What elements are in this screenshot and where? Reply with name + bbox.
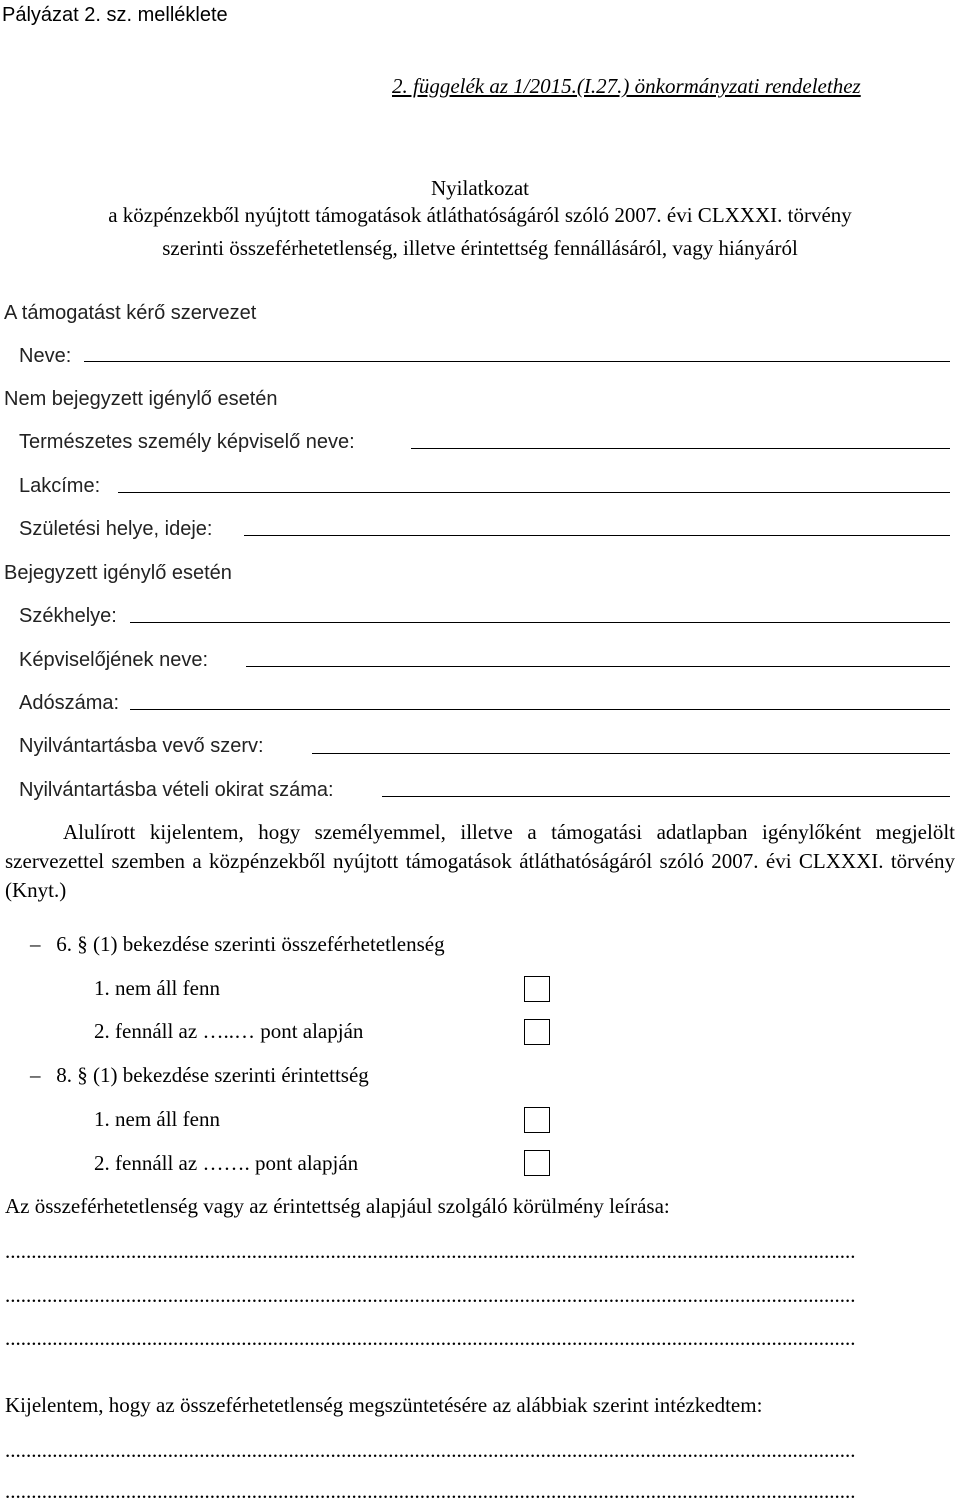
- remedy-statement-label: Kijelentem, hogy az összeférhetetlenség megszüntetésére az alábbiak szerint intézkedtem:: [5, 1393, 763, 1417]
- dash-bullet: –: [30, 1063, 57, 1087]
- section-registered-heading: Bejegyzett igénylő esetén: [4, 562, 232, 584]
- document-subtitle-line1: a közpénzekből nyújtott támogatások átláthatóságáról szóló 2007. évi CLXXXI. törvény: [108, 203, 852, 227]
- seat-field[interactable]: [130, 622, 950, 623]
- section-incompatibility-title: 6. § (1) bekezdése szerinti összeférhetetlenség: [56, 932, 445, 956]
- incompatibility-option-1-label: 1. nem áll fenn: [94, 976, 220, 1000]
- declaration-paragraph: [5, 818, 955, 905]
- involvement-option-1-label: 1. nem áll fenn: [94, 1107, 220, 1131]
- registry-document-label: Nyilvántartásba vételi okirat száma:: [19, 779, 334, 801]
- incompatibility-option-2-checkbox[interactable]: [524, 1019, 550, 1045]
- section-applicant-heading: A támogatást kérő szervezet: [4, 302, 257, 324]
- involvement-option-1-checkbox[interactable]: [524, 1107, 550, 1133]
- attachment-label: Pályázat 2. sz. melléklete: [2, 4, 228, 26]
- registry-authority-field[interactable]: [312, 753, 950, 754]
- regulation-reference: 2. függelék az 1/2015.(I.27.) önkormányzati rendelethez: [392, 74, 861, 98]
- birth-place-date-field[interactable]: [244, 535, 950, 536]
- tax-number-field[interactable]: [130, 709, 950, 710]
- dash-bullet: –: [30, 932, 57, 956]
- remedy-dotted-line-1[interactable]: ..................................................................................................................................................................: [5, 1439, 856, 1461]
- remedy-dotted-line-2[interactable]: ..................................................................................................................................................................: [5, 1480, 856, 1502]
- document-subtitle-line2: szerinti összeférhetetlenség, illetve érintettség fennállásáról, vagy hiányáról: [162, 236, 798, 260]
- name-label: Neve:: [19, 345, 72, 367]
- section-incompatibility-heading: [30, 931, 445, 957]
- declaration-text: Alulírott kijelentem, hogy személyemmel, illetve a támogatási adatlapban igénylőként megjelölt szervezettel szemben a közpénzekből nyújtott támogatások átláthatóságáról szóló 2007. évi CLXXXI. törvény (Knyt.): [5, 820, 955, 902]
- birth-place-date-label: Születési helye, ideje:: [19, 518, 213, 540]
- registry-authority-label: Nyilvántartásba vevő szerv:: [19, 735, 264, 757]
- tax-number-label: Adószáma:: [19, 692, 120, 714]
- section-involvement-title: 8. § (1) bekezdése szerinti érintettség: [56, 1063, 369, 1087]
- address-field[interactable]: [118, 492, 950, 493]
- description-dotted-line-3[interactable]: ..................................................................................................................................................................: [5, 1327, 856, 1349]
- involvement-option-2-checkbox[interactable]: [524, 1150, 550, 1176]
- document-title: Nyilatkozat: [431, 176, 529, 200]
- section-unregistered-heading: Nem bejegyzett igénylő esetén: [4, 388, 278, 410]
- representative-name-label: Képviselőjének neve:: [19, 649, 209, 671]
- name-field[interactable]: [84, 361, 950, 362]
- seat-label: Székhelye:: [19, 605, 117, 627]
- description-dotted-line-2[interactable]: ..................................................................................................................................................................: [5, 1284, 856, 1306]
- incompatibility-option-1-checkbox[interactable]: [524, 976, 550, 1002]
- involvement-option-2-label: 2. fennáll az ……. pont alapján: [94, 1151, 359, 1175]
- natural-person-name-label: Természetes személy képviselő neve:: [19, 431, 355, 453]
- address-label: Lakcíme:: [19, 475, 101, 497]
- circumstance-description-label: Az összeférhetetlenség vagy az érintettség alapjául szolgáló körülmény leírása:: [5, 1194, 670, 1218]
- representative-name-field[interactable]: [246, 666, 950, 667]
- section-involvement-heading: [30, 1062, 369, 1088]
- incompatibility-option-2-label: 2. fennáll az …..… pont alapján: [94, 1019, 364, 1043]
- natural-person-name-field[interactable]: [411, 448, 950, 449]
- description-dotted-line-1[interactable]: ..................................................................................................................................................................: [5, 1240, 856, 1262]
- registry-document-field[interactable]: [382, 796, 950, 797]
